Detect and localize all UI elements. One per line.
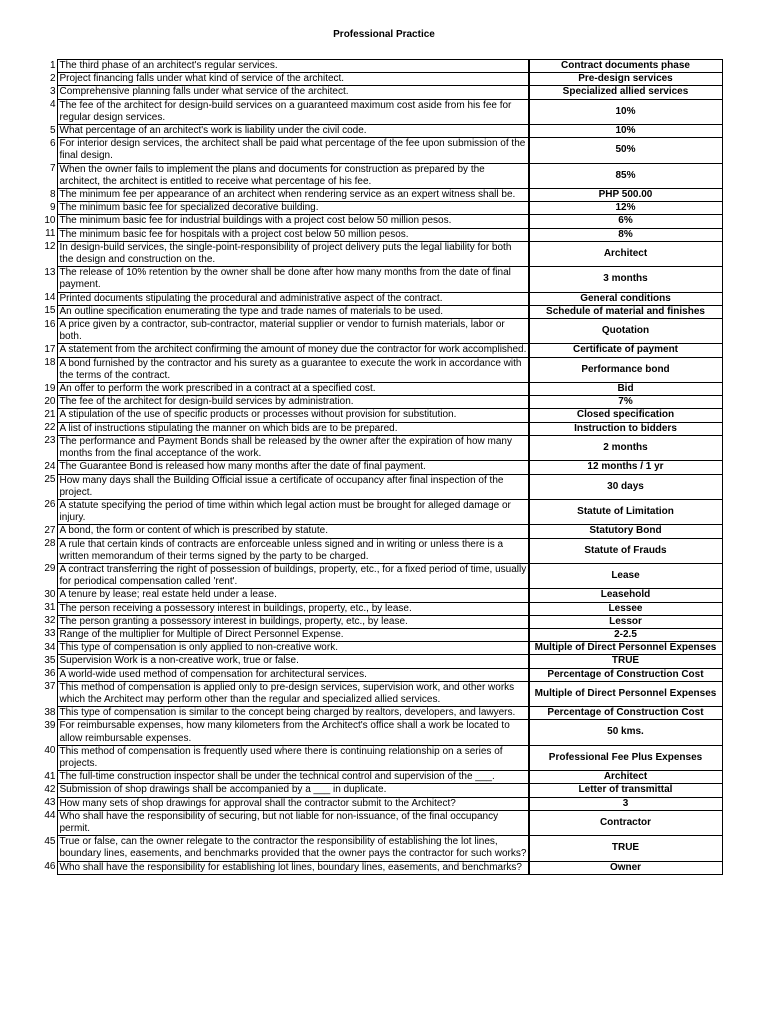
table-row [38,538,722,563]
row-number: 25 [44,474,56,485]
table-row [38,681,722,706]
question-cell: This method of compensation is applied only to pre-design services, supervision work, and other works which the Architect may perform other than the regular and specialized allied services. [57,681,528,706]
question-cell: The minimum basic fee for industrial buildings with a project cost below 50 million pesos. [57,215,528,228]
answer-cell: Lessor [529,615,722,628]
row-number: 7 [49,163,56,175]
table-row [38,628,722,641]
answer-cell: TRUE [529,655,722,668]
table-row [38,357,722,382]
answer-cell: 2 months [529,435,722,460]
question-cell: The fee of the architect for design-build services by administration. [57,396,528,409]
answer-cell: PHP 500.00 [529,189,722,202]
question-cell: This type of compensation is similar to the concept being charged by realtors, developers, and lawyers. [57,707,528,720]
question-cell: Range of the multiplier for Multiple of Direct Personnel Expense. [57,628,528,641]
answer-cell: Letter of transmittal [529,784,722,797]
question-cell: What percentage of an architect's work is liability under the civil code. [57,125,528,138]
row-number: 2 [49,72,56,84]
table-row [38,422,722,435]
row-number: 21 [44,408,56,420]
table-row [38,344,722,357]
question-cell: Project financing falls under what kind of service of the architect. [57,73,528,86]
answer-cell: TRUE [529,836,722,861]
row-number: 29 [44,563,56,575]
answer-cell: 7% [529,396,722,409]
table-row [38,720,722,745]
table-row [38,461,722,474]
table-row [38,86,722,99]
question-cell: Who shall have the responsibility for establishing lot lines, boundary lines, easements, and benchmarks? [57,861,528,874]
row-number: 39 [44,719,56,731]
answer-cell: 3 [529,797,722,810]
row-number: 42 [44,783,56,795]
table-row [38,435,722,460]
qa-table-body [38,60,722,875]
question-cell: A statute specifying the period of time within which legal action must be brought for alleged damage or injury. [57,499,528,524]
answer-cell: Quotation [529,319,722,344]
answer-cell: 10% [529,125,722,138]
table-row [38,784,722,797]
question-cell: In design-build services, the single-point-responsibility of project delivery puts the legal liability for both the design and construction on the. [57,241,528,266]
question-cell: A tenure by lease; real estate held under a lease. [57,589,528,602]
answer-cell: Percentage of Construction Cost [529,668,722,681]
table-row [38,655,722,668]
table-row [38,810,722,835]
row-number: 44 [44,810,56,822]
question-cell: When the owner fails to implement the plans and documents for construction as prepared by the architect, the architect is entitled to receive what percentage of his fee. [57,163,528,188]
answer-cell: Specialized allied services [529,86,722,99]
question-cell: The person granting a possessory interest in buildings, property, etc., by lease. [57,615,528,628]
answer-cell: Architect [529,241,722,266]
answer-cell: Closed specification [529,409,722,422]
answer-cell: 2-2.5 [529,628,722,641]
table-row [38,189,722,202]
row-number: 16 [44,318,56,330]
answer-cell: Bid [529,383,722,396]
row-number: 17 [44,343,56,355]
question-cell: A price given by a contractor, sub-contractor, material supplier or vendor to furnish materials, labor or both. [57,319,528,344]
row-number: 8 [49,188,56,200]
table-row [38,99,722,124]
table-row [38,267,722,292]
question-cell: A statement from the architect confirming the amount of money due the contractor for work accomplished. [57,344,528,357]
table-row [38,668,722,681]
table-row [38,771,722,784]
answer-cell: General conditions [529,292,722,305]
answer-cell: 85% [529,163,722,188]
question-cell: A list of instructions stipulating the manner on which bids are to be prepared. [57,422,528,435]
question-cell: The minimum basic fee for hospitals with a project cost below 50 million pesos. [57,228,528,241]
table-row [38,319,722,344]
answer-cell: Certificate of payment [529,344,722,357]
row-number: 14 [44,292,56,304]
answer-cell: Contractor [529,810,722,835]
question-cell: The full-time construction inspector shall be under the technical control and supervision of the ___. [57,771,528,784]
answer-cell: Owner [529,861,722,874]
row-number: 41 [44,770,56,782]
answer-cell: Leasehold [529,589,722,602]
answer-cell: 6% [529,215,722,228]
question-cell: For reimbursable expenses, how many kilometers from the Architect's office shall a work be located to allow reimbursable expenses. [57,720,528,745]
table-row [38,396,722,409]
row-number: 31 [44,602,56,614]
question-cell: The release of 10% retention by the owner shall be done after how many months from the date of final payment. [57,267,528,292]
answer-cell: Statute of Frauds [529,538,722,563]
table-row [38,292,722,305]
question-cell: How many days shall the Building Official issue a certificate of occupancy after final inspection of the project. [57,474,528,499]
table-row [38,383,722,396]
row-number: 26 [44,499,56,511]
row-number: 34 [44,641,56,653]
question-cell: This type of compensation is only applied to non-creative work. [57,642,528,655]
answer-cell: 8% [529,228,722,241]
row-number: 20 [44,395,56,407]
question-cell: A rule that certain kinds of contracts are enforceable unless signed and in writing or unless there is a written memorandum of their terms signed by the party to be charged. [57,538,528,563]
question-cell: A contract transferring the right of possession of buildings, property, etc., for a fixed period of time, usually for periodical compensation called 'rent'. [57,563,528,588]
table-row [38,707,722,720]
answer-cell: Statute of Limitation [529,499,722,524]
row-number: 32 [44,615,56,627]
question-cell: A stipulation of the use of specific products or processes without provision for substitution. [57,409,528,422]
answer-cell: 3 months [529,267,722,292]
row-number: 40 [44,745,56,757]
row-number: 28 [44,538,56,550]
row-number: 13 [44,266,56,278]
question-cell: The minimum fee per appearance of an architect when rendering service as an expert witness shall be. [57,189,528,202]
row-number: 45 [44,835,56,847]
row-number: 24 [44,460,56,472]
table-row [38,241,722,266]
answer-cell: Contract documents phase [529,60,722,73]
answer-cell: Performance bond [529,357,722,382]
qa-table [38,59,723,875]
answer-cell: 50% [529,138,722,163]
table-row [38,836,722,861]
row-number: 18 [44,357,56,369]
row-number: 1 [49,59,56,71]
row-number: 23 [44,435,56,447]
row-number: 5 [49,124,56,136]
answer-cell: 12% [529,202,722,215]
answer-cell: Lease [529,563,722,588]
answer-cell: Statutory Bond [529,525,722,538]
table-row [38,474,722,499]
row-number: 46 [44,861,56,873]
table-row [38,642,722,655]
table-row [38,60,722,73]
table-row [38,305,722,318]
question-cell: An offer to perform the work prescribed in a contract at a specified cost. [57,383,528,396]
question-cell: The performance and Payment Bonds shall be released by the owner after the expiration of how many months from the final acceptance of the work. [57,435,528,460]
question-cell: The Guarantee Bond is released how many months after the date of final payment. [57,461,528,474]
table-row [38,525,722,538]
question-cell: The minimum basic fee for specialized decorative building. [57,202,528,215]
answer-cell: Multiple of Direct Personnel Expenses [529,681,722,706]
table-row [38,602,722,615]
answer-cell: Pre-design services [529,73,722,86]
question-cell: Supervision Work is a non-creative work, true or false. [57,655,528,668]
row-number: 11 [45,228,56,240]
answer-cell: Lessee [529,602,722,615]
table-row [38,563,722,588]
question-cell: A bond, the form or content of which is prescribed by statute. [57,525,528,538]
row-number: 30 [44,588,56,600]
answer-cell: Schedule of material and finishes [529,305,722,318]
question-cell: True or false, can the owner relegate to the contractor the responsibility of establishing the lot lines, boundary lines, easements, and benchmarks provided that the owner pays the contractor for such works? [57,836,528,861]
row-number: 12 [44,241,56,253]
row-number: 22 [44,422,56,434]
table-row [38,499,722,524]
table-row [38,228,722,241]
answer-cell: Architect [529,771,722,784]
answer-cell: Percentage of Construction Cost [529,707,722,720]
row-number: 27 [44,524,56,536]
table-row [38,615,722,628]
table-row [38,202,722,215]
table-row [38,73,722,86]
table-row [38,589,722,602]
row-number: 37 [44,681,56,693]
question-cell: The person receiving a possessory interest in buildings, property, etc., by lease. [57,602,528,615]
table-row [38,163,722,188]
row-number: 19 [44,382,56,394]
question-cell: A world-wide used method of compensation for architectural services. [57,668,528,681]
answer-cell: 10% [529,99,722,124]
answer-cell: 30 days [529,474,722,499]
question-cell: How many sets of shop drawings for approval shall the contractor submit to the Architect? [57,797,528,810]
answer-cell: 12 months / 1 yr [529,461,722,474]
table-row [38,125,722,138]
row-number: 43 [44,797,56,809]
question-cell: The third phase of an architect's regular services. [57,60,528,73]
row-number: 33 [44,628,56,640]
row-number: 9 [49,201,56,213]
table-row [38,409,722,422]
row-number: 38 [44,706,56,718]
answer-cell: 50 kms. [529,720,722,745]
question-cell: Who shall have the responsibility of securing, but not liable for non-issuance, of the final occupancy permit. [57,810,528,835]
question-cell: A bond furnished by the contractor and his surety as a guarantee to execute the work in accordance with the terms of the contract. [57,357,528,382]
row-number: 4 [49,99,56,111]
page-title: Professional Practice [333,29,435,40]
row-number: 10 [44,214,56,226]
answer-cell: Professional Fee Plus Expenses [529,745,722,770]
answer-cell: Multiple of Direct Personnel Expenses [529,642,722,655]
question-cell: For interior design services, the architect shall be paid what percentage of the fee upon submission of the final design. [57,138,528,163]
row-number: 6 [49,137,56,149]
question-cell: An outline specification enumerating the type and trade names of materials to be used. [57,305,528,318]
question-cell: Submission of shop drawings shall be accompanied by a ___ in duplicate. [57,784,528,797]
table-row [38,861,722,874]
row-number: 3 [49,85,56,97]
answer-cell: Instruction to bidders [529,422,722,435]
question-cell: Comprehensive planning falls under what service of the architect. [57,86,528,99]
row-number: 15 [44,305,56,317]
table-row [38,138,722,163]
row-number: 35 [44,654,56,666]
question-cell: Printed documents stipulating the procedural and administrative aspect of the contract. [57,292,528,305]
question-cell: This method of compensation is frequently used where there is continuing relationship on a series of projects. [57,745,528,770]
row-number: 36 [44,668,56,680]
table-row [38,797,722,810]
table-row [38,745,722,770]
question-cell: The fee of the architect for design-build services on a guaranteed maximum cost aside from his fee for regular design services. [57,99,528,124]
table-row [38,215,722,228]
